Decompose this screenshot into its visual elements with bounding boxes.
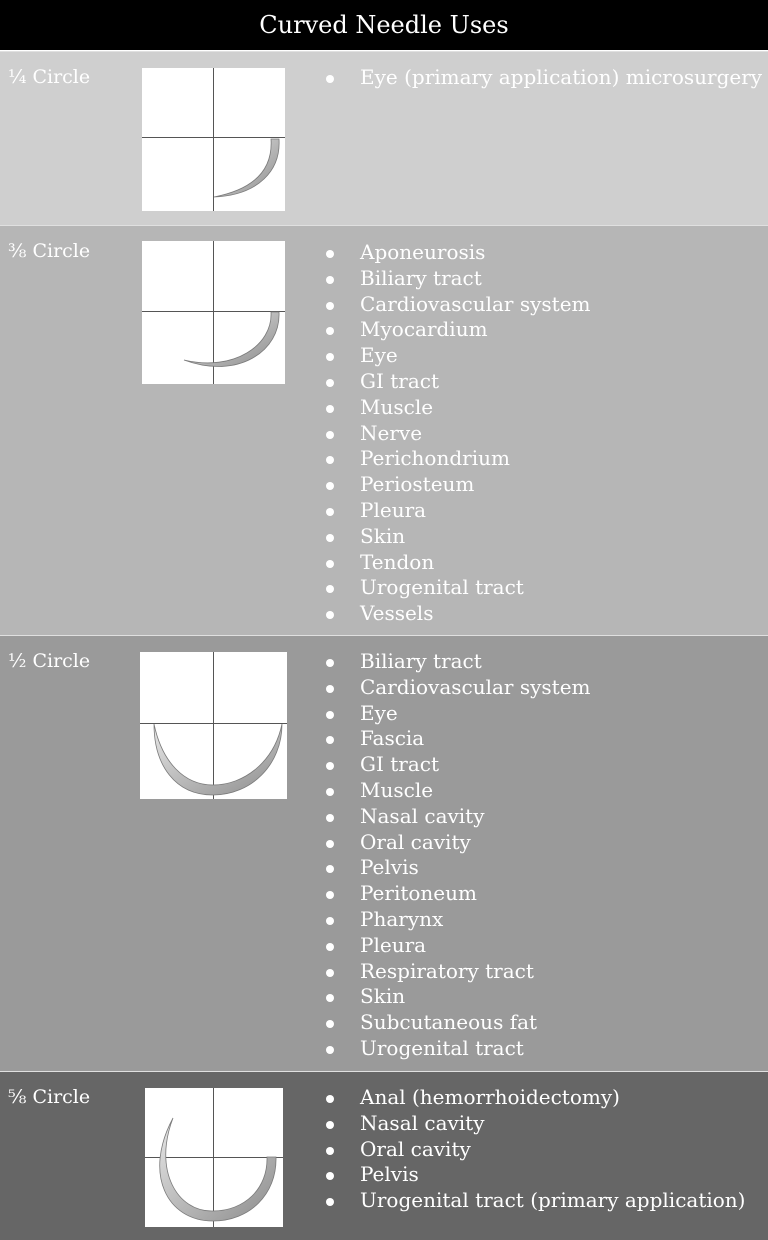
uses-list: [322, 65, 762, 91]
page-title: Curved Needle Uses: [0, 0, 768, 50]
list-item: Aponeurosis: [322, 240, 591, 266]
list-item: Urogenital tract: [322, 1036, 591, 1062]
list-item: Cardiovascular system: [322, 292, 591, 318]
list-item: Nasal cavity: [322, 804, 591, 830]
list-item: Vessels: [322, 601, 591, 627]
row-five-eighths-circle: [0, 1071, 768, 1240]
list-item: Eye: [322, 701, 591, 727]
list-item: Pelvis: [322, 855, 591, 881]
list-item: Perichondrium: [322, 446, 591, 472]
list-item: Respiratory tract: [322, 959, 591, 985]
list-item: Pelvis: [322, 1162, 745, 1188]
list-item: Oral cavity: [322, 830, 591, 856]
list-item: Periosteum: [322, 472, 591, 498]
list-item: Biliary tract: [322, 649, 591, 675]
row-label: ½ Circle: [8, 650, 91, 672]
list-item: Skin: [322, 984, 591, 1010]
list-item: GI tract: [322, 752, 591, 778]
list-item: Anal (hemorrhoidectomy): [322, 1085, 745, 1111]
list-item: Nerve: [322, 421, 591, 447]
list-item: GI tract: [322, 369, 591, 395]
row-label: ⅝ Circle: [8, 1086, 91, 1108]
list-item: Cardiovascular system: [322, 675, 591, 701]
list-item: Urogenital tract (primary application): [322, 1188, 745, 1214]
row-three-eighths-circle: [0, 225, 768, 636]
list-item: Myocardium: [322, 317, 591, 343]
half-circle-needle-icon: [140, 652, 287, 799]
row-half-circle: [0, 635, 768, 1072]
quarter-circle-needle-icon: [142, 68, 285, 211]
list-item: Biliary tract: [322, 266, 591, 292]
uses-list: [322, 1085, 745, 1214]
list-item: Tendon: [322, 550, 591, 576]
list-item: Eye: [322, 343, 591, 369]
list-item: Pharynx: [322, 907, 591, 933]
uses-list: [322, 649, 591, 1062]
list-item: Subcutaneous fat: [322, 1010, 591, 1036]
list-item: Fascia: [322, 726, 591, 752]
list-item: Nasal cavity: [322, 1111, 745, 1137]
row-label: ¼ Circle: [8, 66, 91, 88]
list-item: Muscle: [322, 778, 591, 804]
list-item: Oral cavity: [322, 1137, 745, 1163]
five-eighths-circle-needle-icon: [145, 1088, 283, 1227]
list-item: Eye (primary application) microsurgery: [322, 65, 762, 91]
list-item: Peritoneum: [322, 881, 591, 907]
list-item: Urogenital tract: [322, 575, 591, 601]
three-eighths-circle-needle-icon: [142, 241, 285, 384]
list-item: Pleura: [322, 498, 591, 524]
row-quarter-circle: [0, 51, 768, 226]
uses-list: [322, 240, 591, 627]
list-item: Muscle: [322, 395, 591, 421]
list-item: Pleura: [322, 933, 591, 959]
row-label: ⅜ Circle: [8, 240, 91, 262]
list-item: Skin: [322, 524, 591, 550]
